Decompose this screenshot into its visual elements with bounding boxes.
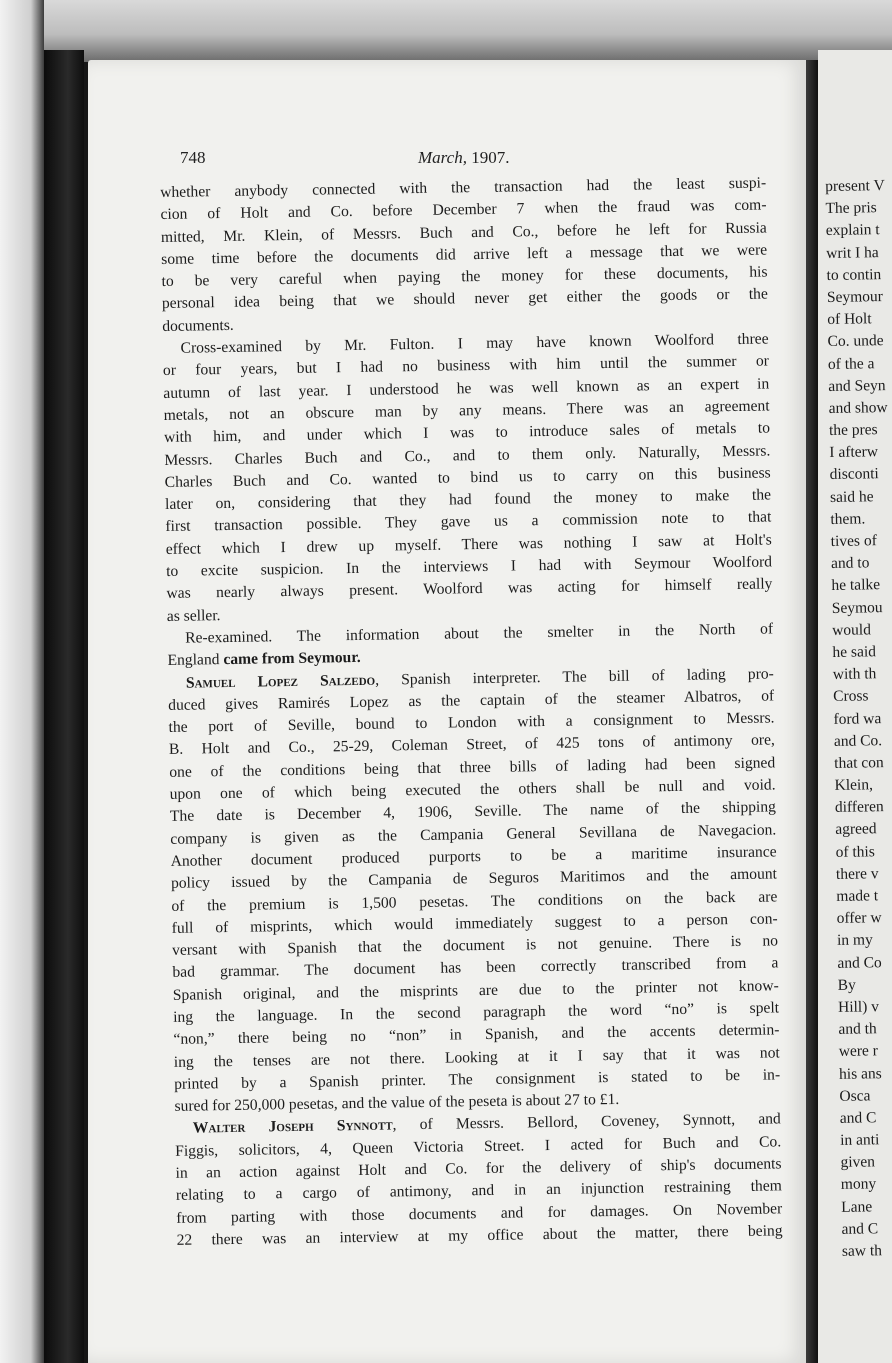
text-line: to excite suspicion. In the interviews I had with Seymour Woolford [165,553,773,580]
text-line: printed by a Spanish printer. The consignment is stated to be in- [174,1066,781,1093]
page-body-text [160,172,783,1252]
text-line: mitted, Mr. Klein, of Messrs. Buch and Co., before he left for Russia [160,219,767,246]
right-text-fragment: and th [838,1020,877,1039]
text-line: Another document produced purports to be a maritime insurance [170,843,777,870]
right-page-text-fragments [825,174,892,1263]
text-line: autumn of last year. I understood he was well known as an expert in [163,375,770,402]
text-line: documents. [162,316,234,335]
text-line: with him, and under which I was to introduce sales of metals to [163,419,771,447]
right-text-fragment: Seymour [826,288,884,306]
running-title [418,148,509,168]
right-text-fragment: made t [836,887,879,905]
right-text-fragment: agreed [835,820,877,839]
right-text-fragment: present V [825,177,885,195]
text-line: was nearly always present. Woolford was acting for himself really [166,575,773,603]
text-line: duced gives Ramirés Lopez as the captain of the steamer Albatros, of [168,687,775,714]
text-line: ing the tenses are not there. Looking at it I say that it was not [173,1043,780,1071]
right-text-fragment: and Co [837,953,882,972]
right-text-fragment: offer w [836,909,882,928]
text-line: Cross-examined by Mr. Fulton. I may have known Woolford three [180,330,769,357]
running-title-month: March, [418,148,467,167]
right-text-fragment: and C [841,1220,879,1238]
page-header [180,148,780,172]
right-text-fragment: saw th [841,1242,883,1260]
text-line: upon one of which being executed the others shall be null and void. [169,776,776,803]
right-text-fragment: Co. unde [827,332,884,351]
running-title-year: 1907. [471,148,510,167]
text-line: of the premium is 1,500 pesetas. The conditions on the back are [171,887,778,915]
text-line: company is given as the Campania General Sevillana de Navegacion. [170,821,777,848]
text-line: Figgis, solicitors, 4, Queen Victoria Street. I acted for Buch and Co. [175,1133,782,1160]
right-text-fragment: I afterw [829,443,879,462]
right-text-fragment: the pres [828,421,878,440]
right-text-fragment: and to [830,554,870,573]
text-line: bad grammar. The document has been correctly transcribed from a [172,954,779,982]
left-page [88,60,806,1363]
page-number: 748 [180,148,206,167]
text-line: Messrs. Charles Buch and Co., and to them only. Naturally, Messrs. [164,442,771,469]
right-text-fragment: given [840,1153,876,1172]
text-line: later on, considering that they had found the money to make the [164,486,772,514]
right-text-fragment: there v [835,865,879,883]
right-text-fragment: writ I ha [826,243,879,262]
right-text-fragment: Lane [841,1198,873,1216]
right-text-fragment: of Holt [827,310,872,329]
right-text-fragment: Seymou [831,598,883,617]
text-segment: , of Messrs. Bellord, Coveney, Synnott, and [392,1110,781,1134]
right-text-fragment: he talke [831,576,881,595]
text-line: in an action against Holt and Co. for the delivery of ship's documents [175,1155,782,1182]
text-line: “non,” there being no “non” in Spanish, and the accents determin- [173,1021,780,1049]
text-line: the port of Seville, bound to London with a consignment to Messrs. [168,709,775,737]
scan-top-background [0,0,892,62]
right-text-fragment: his ans [838,1064,882,1083]
right-text-fragment: them. [830,510,866,528]
right-text-fragment: and Seyn [828,376,886,395]
witness-name: Walter Joseph Synnott [192,1116,393,1138]
text-line: or four years, but I had no business with him until the summer or [162,352,770,380]
text-line: versant with Spanish that the document is not genuine. There is no [171,932,779,959]
right-text-fragment: of this [835,842,875,861]
text-line: full of misprints, which would immediately suggest to a person con- [171,910,778,937]
text-line: The date is December 4, 1906, Seville. The name of the shipping [169,798,777,826]
text-line: B. Holt and Co., 25-29, Coleman Street, of 425 tons of antimony ore, [168,731,775,759]
right-text-fragment: he said [832,643,877,661]
right-text-fragment: explain t [825,221,880,240]
right-page [818,50,892,1363]
text-line: sured for 250,000 pesetas, and the value of the peseta is about 27 to £1. [174,1091,620,1116]
right-text-fragment: Hill) v [837,998,880,1016]
right-text-fragment: tives of [830,532,877,550]
right-text-fragment: By [837,976,856,994]
text-line: as seller. [166,606,221,625]
witness-name: Samuel Lopez Salzedo [185,671,376,692]
text-segment-bold: came from Seymour. [223,649,361,669]
right-text-fragment: of the a [827,354,875,373]
book-binding-edge [44,50,84,1363]
text-line: whether anybody connected with the transaction had the least suspi- [160,174,767,201]
book-gutter [806,60,818,1363]
right-text-fragment: to contin [826,265,882,284]
text-line: Spanish original, and the misprints are due to the printer not know- [172,977,779,1004]
right-text-fragment: said he [829,487,874,506]
text-line: effect which I drew up myself. There was nothing I saw at Holt's [165,531,772,558]
right-text-fragment: disconti [829,465,879,484]
right-text-fragment: The pris [825,199,877,218]
text-line: personal idea being that we should never get either the goods or the [161,285,768,313]
text-line: from parting with those documents and for damages. On November [176,1200,783,1227]
right-text-fragment: and C [839,1109,877,1127]
right-text-fragment: and Co. [833,731,883,750]
right-text-fragment: would [832,621,872,639]
scan-left-margin [0,0,44,1363]
text-line: policy issued by the Campania de Seguros Maritimos and the amount [170,865,778,893]
text-line: to be very careful when paying the money for these documents, his [161,263,768,291]
text-line: one of the conditions being that three bills of lading had been signed [169,754,776,781]
text-line: 22 there was an interview at my office about the matter, there being [176,1222,783,1249]
right-text-fragment: in my [836,931,873,950]
right-text-fragment: and show [828,398,888,417]
text-line: ing the language. In the second paragraph the word “no” is spelt [172,999,780,1026]
text-line: Charles Buch and Co. wanted to bind us to carry on this business [164,464,771,491]
text-line: first transaction possible. They gave us a commission note to that [165,508,772,536]
right-text-fragment: mony [840,1175,877,1194]
right-text-fragment: in anti [840,1131,880,1149]
right-text-fragment: differen [834,798,884,817]
right-text-fragment: Klein, [834,776,874,794]
right-text-fragment: Cross [833,687,869,706]
text-line: relating to a cargo of antimony, and in an injunction restraining them [175,1177,782,1205]
right-text-fragment: that con [834,754,884,772]
right-text-fragment: were r [838,1042,879,1061]
text-line: some time before the documents did arrive left a message that we were [161,241,768,268]
text-line: cion of Holt and Co. before December 7 when the fraud was com- [160,196,767,224]
text-line: Re-examined. The information about the smelter in the North of [185,620,774,647]
right-text-fragment: ford wa [833,709,882,728]
text-segment: England [167,651,224,670]
text-line: metals, not an obscure man by any means. There was an agreement [163,397,770,424]
right-text-fragment: with th [832,665,877,684]
right-text-fragment: Osca [839,1087,871,1105]
text-segment: , Spanish interpreter. The bill of lading pro- [375,664,774,689]
